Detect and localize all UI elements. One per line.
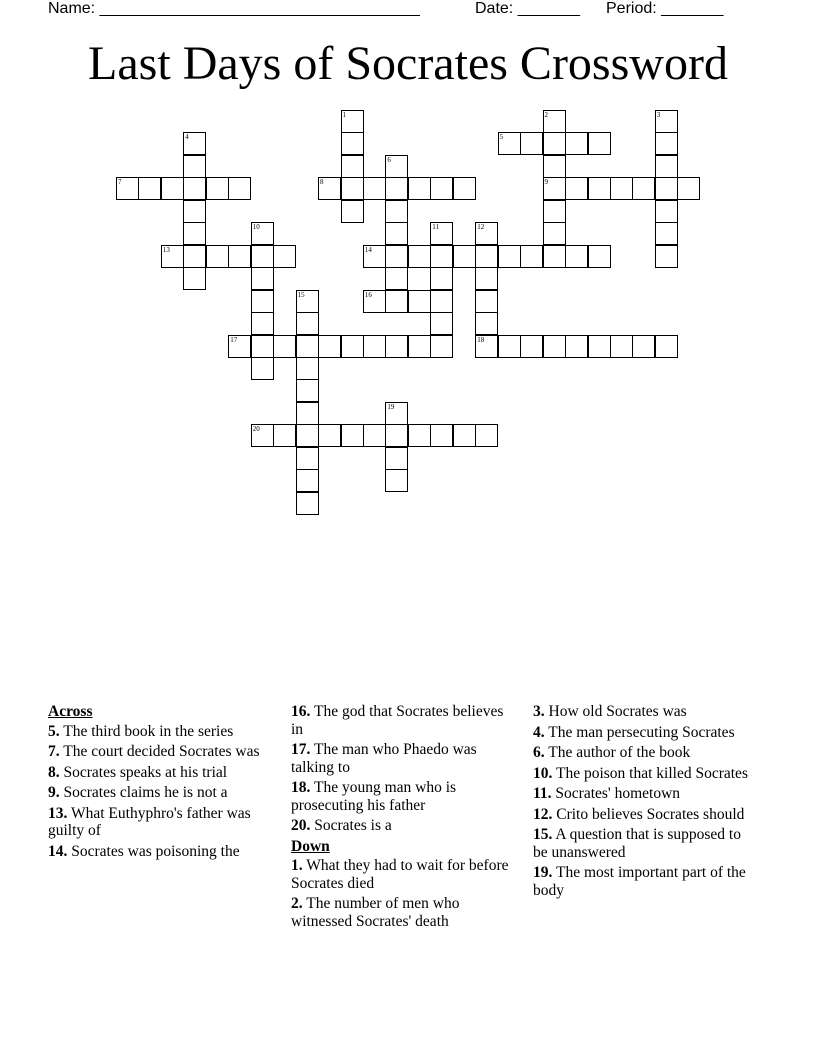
- cell-number: 11: [432, 223, 440, 232]
- clue-number: 18.: [291, 779, 311, 796]
- clue-number: 20.: [291, 817, 311, 834]
- crossword-cell[interactable]: [655, 155, 678, 178]
- crossword-cell[interactable]: [183, 245, 206, 268]
- crossword-cell[interactable]: [430, 177, 453, 200]
- clue-number: 2.: [291, 895, 303, 912]
- clue-item: [48, 805, 270, 840]
- clue-item: [48, 784, 270, 802]
- crossword-cell[interactable]: [296, 447, 319, 470]
- crossword-cell[interactable]: [632, 177, 655, 200]
- crossword-cell[interactable]: [296, 335, 319, 358]
- clue-text: The man who Phaedo was talking to: [291, 741, 477, 776]
- clue-number: 17.: [291, 741, 311, 758]
- crossword-cell[interactable]: [430, 335, 453, 358]
- cell-number: 20: [252, 425, 260, 434]
- clue-number: 11.: [533, 785, 552, 802]
- clue-text: A question that is supposed to be unanswered: [533, 826, 741, 861]
- clue-number: 4.: [533, 723, 545, 741]
- crossword-cell[interactable]: [183, 132, 206, 155]
- clue-text: Socrates speaks at his trial: [63, 763, 228, 781]
- crossword-cell[interactable]: [385, 177, 408, 200]
- crossword-cell[interactable]: [206, 177, 229, 200]
- crossword-cell[interactable]: [543, 155, 566, 178]
- crossword-cell[interactable]: [565, 245, 588, 268]
- crossword-cell[interactable]: [296, 379, 319, 402]
- clue-number: 6.: [533, 744, 545, 761]
- cell-number: 14: [364, 245, 372, 254]
- clue-text: Socrates is a: [314, 817, 392, 834]
- crossword-cell[interactable]: [430, 222, 453, 245]
- clue-text: What Euthyphro's father was guilty of: [48, 804, 251, 839]
- crossword-cell[interactable]: [498, 132, 521, 155]
- crossword-cell[interactable]: [655, 335, 678, 358]
- crossword-cell[interactable]: [385, 245, 408, 268]
- crossword-cell[interactable]: [183, 155, 206, 178]
- clue-item: [533, 744, 755, 762]
- crossword-cell[interactable]: [430, 245, 453, 268]
- clue-number: 5.: [48, 722, 60, 740]
- crossword-cell[interactable]: [520, 245, 543, 268]
- crossword-cell[interactable]: [385, 200, 408, 223]
- crossword-cell[interactable]: [341, 132, 364, 155]
- clue-item: [533, 765, 755, 783]
- crossword-cell[interactable]: [632, 335, 655, 358]
- clue-number: 19.: [533, 864, 553, 881]
- clue-column-2: [291, 703, 513, 933]
- crossword-cell[interactable]: [296, 492, 319, 515]
- clue-number: 3.: [533, 703, 545, 720]
- crossword-cell[interactable]: [251, 267, 274, 290]
- crossword-cell[interactable]: [296, 357, 319, 380]
- clue-item: [291, 741, 513, 776]
- crossword-cell[interactable]: [655, 222, 678, 245]
- crossword-cell[interactable]: [430, 312, 453, 335]
- crossword-cell[interactable]: [341, 424, 364, 447]
- clue-text: Crito believes Socrates should: [556, 805, 745, 823]
- clue-text: The third book in the series: [63, 722, 234, 740]
- crossword-cell[interactable]: [588, 132, 611, 155]
- clue-column-1: [48, 703, 270, 863]
- clue-item: [48, 743, 270, 761]
- crossword-cell[interactable]: [565, 177, 588, 200]
- crossword-cell[interactable]: [341, 155, 364, 178]
- clue-item: [533, 826, 755, 861]
- crossword-cell[interactable]: [296, 312, 319, 335]
- cell-number: 10: [252, 223, 260, 232]
- crossword-cell[interactable]: [453, 424, 476, 447]
- crossword-cell[interactable]: [318, 424, 341, 447]
- crossword-cell[interactable]: [543, 335, 566, 358]
- crossword-cell[interactable]: [543, 222, 566, 245]
- crossword-cell[interactable]: [251, 245, 274, 268]
- crossword-cell[interactable]: [273, 245, 296, 268]
- crossword-cell[interactable]: [161, 245, 184, 268]
- clue-text: The poison that killed Socrates: [555, 764, 748, 782]
- crossword-cell[interactable]: [341, 335, 364, 358]
- cell-number: 2: [544, 111, 548, 119]
- clue-number: 14.: [48, 842, 68, 860]
- cell-number: 7: [118, 178, 122, 187]
- crossword-cell[interactable]: [543, 132, 566, 155]
- crossword-cell[interactable]: [408, 245, 431, 268]
- cell-number: 18: [477, 335, 485, 344]
- clue-item: [291, 817, 513, 835]
- crossword-cell[interactable]: [588, 177, 611, 200]
- cell-number: 12: [477, 223, 485, 232]
- clue-number: 8.: [48, 763, 60, 781]
- cell-number: 9: [544, 178, 548, 187]
- clue-item: [48, 843, 270, 861]
- crossword-cell[interactable]: [677, 177, 700, 200]
- clue-number: 16.: [291, 703, 311, 720]
- crossword-cell[interactable]: [475, 267, 498, 290]
- crossword-cell[interactable]: [341, 200, 364, 223]
- clue-section-heading: Down: [291, 837, 330, 855]
- clue-number: 7.: [48, 743, 60, 760]
- crossword-cell[interactable]: [543, 200, 566, 223]
- clue-number: 1.: [291, 857, 303, 874]
- crossword-cell[interactable]: [475, 424, 498, 447]
- crossword-cell[interactable]: [385, 222, 408, 245]
- crossword-cell[interactable]: [520, 335, 543, 358]
- crossword-cell[interactable]: [385, 424, 408, 447]
- cell-number: 6: [387, 155, 391, 164]
- crossword-cell[interactable]: [206, 245, 229, 268]
- crossword-cell[interactable]: [655, 132, 678, 155]
- crossword-cell[interactable]: [228, 335, 251, 358]
- crossword-cell[interactable]: [475, 222, 498, 245]
- crossword-cell[interactable]: [565, 132, 588, 155]
- clue-number: 13.: [48, 804, 68, 822]
- clue-number: 15.: [533, 826, 553, 843]
- clue-item: [291, 779, 513, 814]
- cell-number: 15: [297, 290, 305, 299]
- crossword-cell[interactable]: [385, 335, 408, 358]
- crossword-cell[interactable]: [363, 290, 386, 313]
- crossword-cell[interactable]: [183, 200, 206, 223]
- crossword-cell[interactable]: [318, 335, 341, 358]
- crossword-cell[interactable]: [655, 110, 678, 133]
- clue-text: How old Socrates was: [548, 703, 687, 720]
- cell-number: 5: [499, 133, 504, 142]
- cell-number: 16: [364, 290, 372, 299]
- crossword-cell[interactable]: [385, 447, 408, 470]
- crossword-cell[interactable]: [363, 424, 386, 447]
- clue-section-heading: Across: [48, 703, 93, 720]
- clue-text: The man persecuting Socrates: [548, 723, 735, 741]
- crossword-cell[interactable]: [475, 245, 498, 268]
- crossword-cell[interactable]: [161, 177, 184, 200]
- crossword-cell[interactable]: [408, 335, 431, 358]
- crossword-cell[interactable]: [520, 132, 543, 155]
- crossword-cell[interactable]: [228, 245, 251, 268]
- cell-number: 17: [230, 335, 238, 344]
- clue-text: The most important part of the body: [533, 864, 746, 899]
- crossword-cell[interactable]: [453, 177, 476, 200]
- clue-text: The court decided Socrates was: [63, 743, 260, 760]
- clue-item: [291, 703, 513, 738]
- cell-number: 3: [656, 111, 661, 119]
- crossword-cell[interactable]: [655, 245, 678, 268]
- crossword-cell[interactable]: [138, 177, 161, 200]
- crossword-cell[interactable]: [296, 424, 319, 447]
- crossword-cell[interactable]: [430, 424, 453, 447]
- crossword-cell[interactable]: [588, 335, 611, 358]
- crossword-cell[interactable]: [183, 222, 206, 245]
- crossword-cell[interactable]: [543, 110, 566, 133]
- clue-text: The number of men who witnessed Socrates' death: [291, 895, 460, 930]
- crossword-cell[interactable]: [565, 335, 588, 358]
- page-title: Last Days of Socrates Crossword: [88, 37, 728, 90]
- crossword-cell[interactable]: [543, 177, 566, 200]
- date-field: Date: _______: [475, 0, 580, 17]
- crossword-cell[interactable]: [296, 402, 319, 425]
- clue-item: [533, 864, 755, 899]
- crossword-cell[interactable]: [385, 402, 408, 425]
- crossword-cell[interactable]: [610, 177, 633, 200]
- crossword-cell[interactable]: [498, 245, 521, 268]
- clue-item: [533, 806, 755, 824]
- crossword-cell[interactable]: [430, 290, 453, 313]
- clue-text: Socrates was poisoning the: [71, 842, 240, 860]
- crossword-cell[interactable]: [318, 177, 341, 200]
- clue-column-3: [533, 703, 755, 902]
- crossword-cell[interactable]: [296, 469, 319, 492]
- crossword-cell[interactable]: [588, 245, 611, 268]
- crossword-cell[interactable]: [251, 312, 274, 335]
- crossword-cell[interactable]: [385, 155, 408, 178]
- clue-item: [533, 724, 755, 742]
- crossword-cell[interactable]: [475, 312, 498, 335]
- clue-item: [533, 785, 755, 803]
- crossword-cell[interactable]: [498, 335, 521, 358]
- clue-text: Socrates' hometown: [555, 785, 681, 802]
- crossword-cell[interactable]: [363, 335, 386, 358]
- clue-text: The god that Socrates believes in: [291, 703, 504, 738]
- clue-number: 10.: [533, 764, 553, 782]
- clue-item: [48, 723, 270, 741]
- crossword-cell[interactable]: [251, 335, 274, 358]
- crossword-cell[interactable]: [183, 267, 206, 290]
- crossword-cell[interactable]: [363, 245, 386, 268]
- cell-number: 19: [387, 402, 395, 411]
- crossword-cell[interactable]: [341, 177, 364, 200]
- crossword-cell[interactable]: [385, 267, 408, 290]
- crossword-cell[interactable]: [385, 469, 408, 492]
- crossword-cell[interactable]: [251, 424, 274, 447]
- crossword-cell[interactable]: [251, 357, 274, 380]
- crossword-cell[interactable]: [251, 222, 274, 245]
- clue-item: [291, 857, 513, 892]
- crossword-cell[interactable]: [183, 177, 206, 200]
- cell-number: 1: [342, 111, 346, 119]
- crossword-cell[interactable]: [655, 200, 678, 223]
- crossword-cell[interactable]: [273, 424, 296, 447]
- clue-item: [291, 895, 513, 930]
- period-field: Period: _______: [606, 0, 724, 17]
- clue-text: Socrates claims he is not a: [63, 784, 228, 801]
- crossword-cell[interactable]: [475, 290, 498, 313]
- clue-text: The author of the book: [548, 744, 691, 761]
- name-field: Name: ____________________________________: [48, 0, 420, 17]
- crossword-cell[interactable]: [363, 177, 386, 200]
- crossword-cell[interactable]: [273, 335, 296, 358]
- clue-text: What they had to wait for before Socrates died: [291, 857, 509, 892]
- crossword-cell[interactable]: [543, 245, 566, 268]
- crossword-cell[interactable]: [296, 290, 319, 313]
- clue-number: 12.: [533, 805, 553, 823]
- crossword-cell[interactable]: [341, 110, 364, 133]
- crossword-cell[interactable]: [408, 424, 431, 447]
- crossword-cell[interactable]: [430, 267, 453, 290]
- cell-number: 8: [320, 178, 324, 187]
- crossword-cell[interactable]: [385, 290, 408, 313]
- clue-number: 9.: [48, 784, 60, 801]
- cell-number: 13: [162, 245, 170, 254]
- crossword-cell[interactable]: [655, 177, 678, 200]
- crossword-cell[interactable]: [453, 245, 476, 268]
- crossword-cell[interactable]: [228, 177, 251, 200]
- crossword-cell[interactable]: [408, 290, 431, 313]
- crossword-cell[interactable]: [408, 177, 431, 200]
- cell-number: 4: [185, 133, 189, 142]
- clue-text: The young man who is prosecuting his father: [291, 779, 457, 814]
- crossword-cell[interactable]: [475, 335, 498, 358]
- crossword-cell[interactable]: [251, 290, 274, 313]
- clue-item: [533, 703, 755, 721]
- crossword-cell[interactable]: [610, 335, 633, 358]
- crossword-cell[interactable]: [116, 177, 139, 200]
- clue-item: [48, 764, 270, 782]
